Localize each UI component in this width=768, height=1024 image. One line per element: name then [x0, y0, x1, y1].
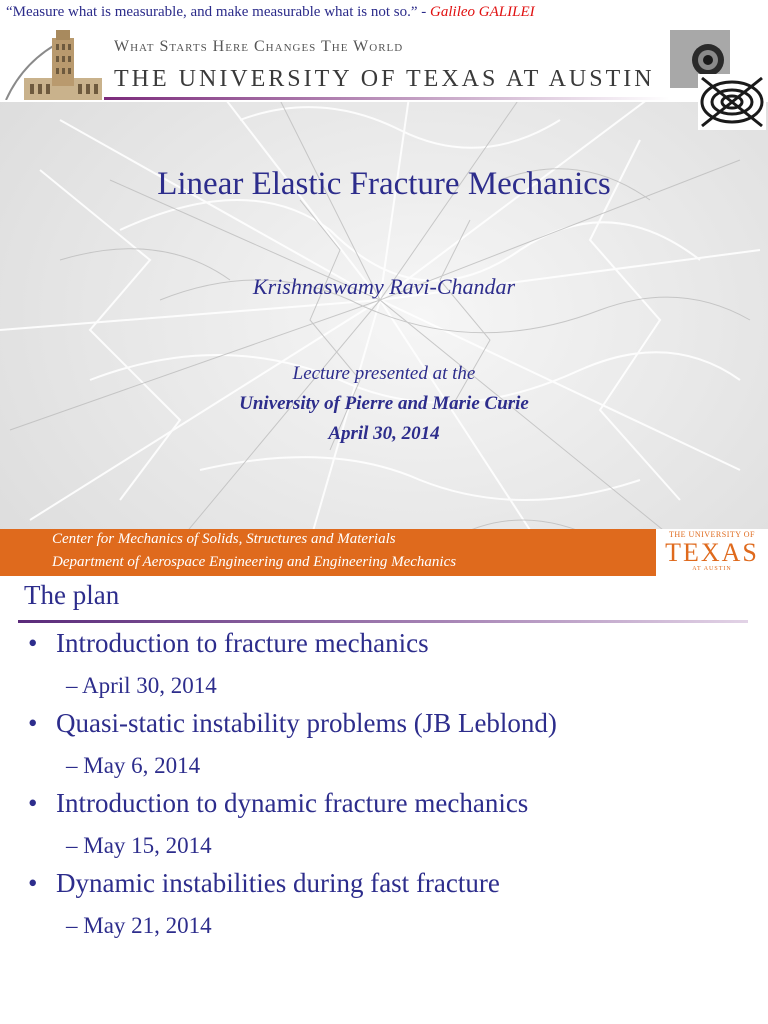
plan-item-label: Introduction to fracture mechanics [56, 628, 429, 658]
quote-text: “Measure what is measurable, and make measurable what is not so.” - [6, 4, 427, 20]
plan-item-label: Introduction to dynamic fracture mechanics [56, 788, 529, 818]
ut-tower-icon [4, 30, 104, 100]
plan-item-date: May 15, 2014 [83, 833, 212, 858]
plan-item [28, 868, 500, 899]
plan-item-date: May 6, 2014 [83, 753, 201, 778]
dash-icon: – [66, 913, 78, 938]
university-tagline: What Starts Here Changes The World [114, 38, 404, 55]
university-name: THE UNIVERSITY OF TEXAS AT AUSTIN [114, 66, 655, 92]
quote-author: Galileo GALILEI [430, 4, 535, 20]
plan-item-date-row [66, 833, 212, 859]
logo-wordmark: TEXAS [665, 538, 759, 567]
fringe-pattern-image [670, 30, 766, 130]
dash-icon: – [66, 833, 78, 858]
plan-item-label: Dynamic instabilities during fast fracture [56, 868, 500, 898]
plan-item [28, 628, 429, 659]
presentation-title: Linear Elastic Fracture Mechanics [157, 166, 611, 202]
plan-item [28, 708, 557, 739]
logo-line-3: AT AUSTIN [692, 566, 732, 572]
bullet-icon: • [28, 628, 38, 658]
plan-item-date-row [66, 673, 217, 699]
logo-line-1: THE UNIVERSITY OF [669, 530, 755, 539]
presenter-name: Krishnaswamy Ravi-Chandar [252, 274, 516, 299]
plan-item-date: May 21, 2014 [83, 913, 212, 938]
plan-item-date-row [66, 913, 212, 939]
galileo-quote [6, 4, 535, 21]
plan-item [28, 788, 528, 819]
plan-rule [18, 620, 748, 623]
department-name: Department of Aerospace Engineering and Engineering Mechanics [52, 554, 457, 570]
host-institution: University of Pierre and Marie Curie [239, 393, 529, 414]
lecture-date: April 30, 2014 [328, 423, 440, 444]
plan-item-label: Quasi-static instability problems (JB Leblond) [56, 708, 557, 738]
ut-texas-logo [656, 529, 768, 576]
bullet-icon: • [28, 708, 38, 738]
bullet-icon: • [28, 788, 38, 818]
dash-icon: – [66, 753, 78, 778]
bullet-icon: • [28, 868, 38, 898]
center-name: Center for Mechanics of Solids, Structures and Materials [52, 531, 396, 547]
lecture-intro: Lecture presented at the [292, 363, 476, 384]
quote-bar [0, 0, 768, 28]
header-rule [104, 97, 670, 100]
plan-item-date: April 30, 2014 [81, 673, 217, 698]
plan-item-date-row [66, 753, 200, 779]
dash-icon: – [66, 673, 78, 698]
plan-heading: The plan [24, 580, 120, 610]
